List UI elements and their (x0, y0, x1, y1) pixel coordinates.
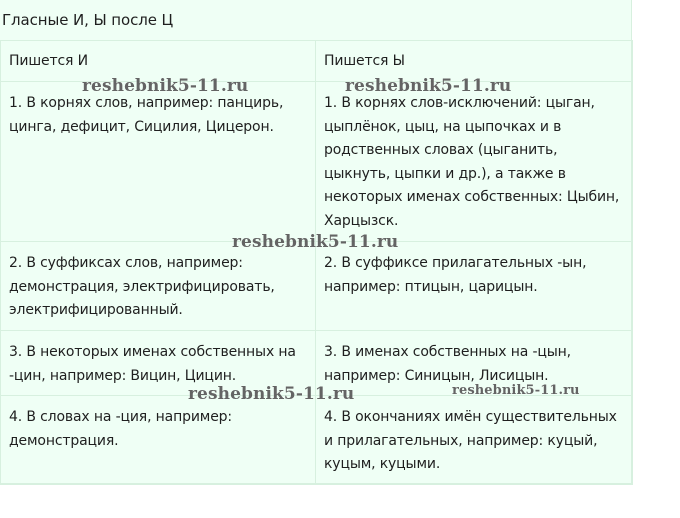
spelling-rules-table (0, 40, 633, 485)
rule-cell-y: 1. В корнях слов-исключений: цыган, цыплёнок, цыц, на цыпочках и в родственных словах (цыганить, цыкнуть, цыпки и др.), а также в некоторых именах собственных: Цыбин, Харцызск. (316, 82, 633, 242)
rule-cell-i: 3. В некоторых именах собственных на -цин, например: Вицин, Цицин. (1, 331, 316, 396)
table-row (1, 82, 633, 242)
watermark-text: reshebnik5-11.ru (452, 383, 580, 398)
watermark-text: reshebnik5-11.ru (232, 232, 399, 252)
rule-cell-y: 2. В суффиксе прилагательных -ын, например: птицын, царицын. (316, 242, 633, 331)
table-caption: Гласные И, Ы после Ц (2, 11, 174, 29)
watermark-text: reshebnik5-11.ru (188, 384, 355, 404)
watermark-text: reshebnik5-11.ru (345, 76, 512, 96)
rule-cell-i: 1. В корнях слов, например: панцирь, цинга, дефицит, Сицилия, Цицерон. (1, 82, 316, 242)
rule-cell-y: 3. В именах собственных на -цын, например: Синицын, Лисицын. (316, 331, 633, 396)
rule-cell-i: 4. В словах на -ция, например: демонстрация. (1, 396, 316, 485)
header-cell-y: Пишется Ы (316, 41, 633, 82)
header-cell-i: Пишется И (1, 41, 316, 82)
rule-cell-y: 4. В окончаниях имён существительных и прилагательных, например: куцый, куцым, куцыми. (316, 396, 633, 485)
rule-cell-i: 2. В суффиксах слов, например: демонстрация, электрифицировать, электрифицированный. (1, 242, 316, 331)
table-row (1, 396, 633, 485)
watermark-text: reshebnik5-11.ru (82, 76, 249, 96)
table-row (1, 242, 633, 331)
